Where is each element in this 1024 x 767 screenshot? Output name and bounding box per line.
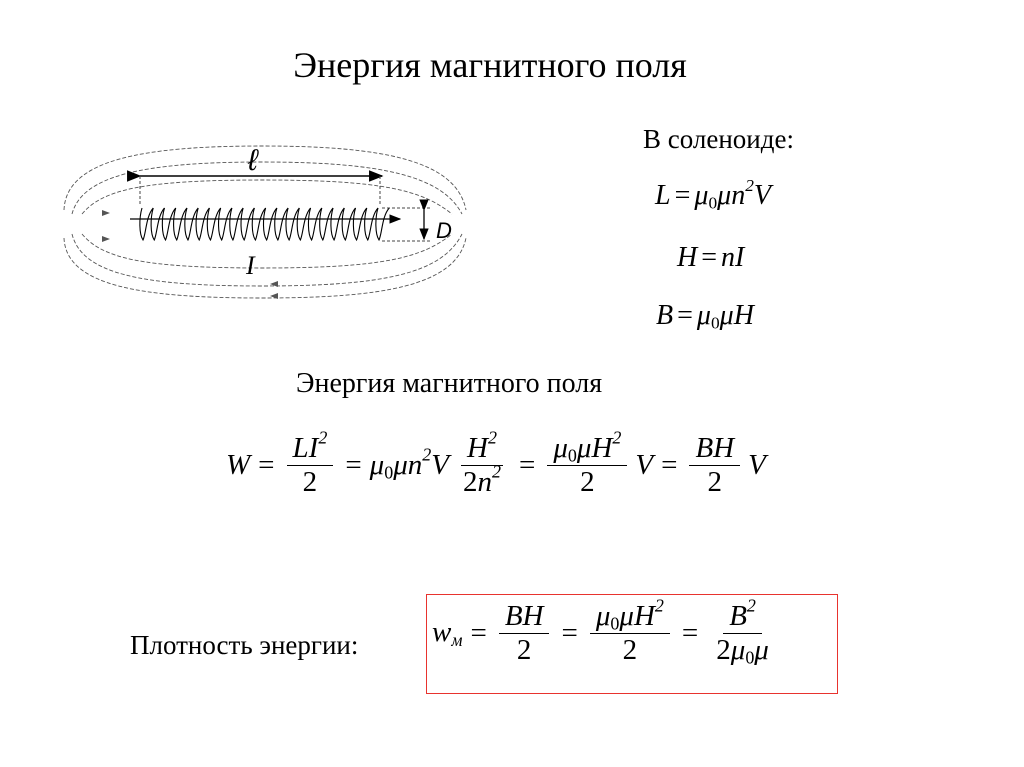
fraction-mu0muh2-over-2: $\frac{\mu_0\mu H^2}{2}$	[547, 432, 627, 500]
coil-turns	[140, 208, 389, 240]
fraction-bh-over-2: $\frac{BH}{2}$	[689, 432, 740, 500]
diameter-label: D	[436, 218, 452, 243]
field-line	[82, 180, 452, 214]
field-line	[72, 234, 462, 286]
field-arrowhead	[102, 236, 110, 242]
fraction-bh-over-2-density: $\frac{BH}{2}$	[499, 600, 550, 668]
coil-turn	[376, 208, 389, 240]
field-line	[64, 238, 466, 298]
slide-title: Энергия магнитного поля	[293, 45, 687, 85]
current-label: I	[246, 251, 255, 280]
induction-formula: $B = \mu_0\mu H$	[656, 300, 754, 333]
length-label: ℓ	[248, 144, 258, 177]
solenoid-heading: В соленоиде:	[643, 124, 794, 154]
inductance-formula: $L = \mu_0\mu n^2V$	[655, 175, 771, 213]
field-line	[72, 162, 462, 214]
energy-formula: W = $\frac{LI^2}{2}$ = $\mu_0\mu n^2V$ $\frac{H^2}{2n^2}$ = $\frac{\mu_0\mu H^2}{2}$ V = $\frac{BH}{2}$ V	[226, 427, 766, 499]
fraction-b2-over-2mu0mu: $\frac{B^2}{2\mu_0\mu}$	[716, 595, 769, 668]
fraction-mu0muh2-over-2-density: $\frac{\mu_0\mu H^2}{2}$	[590, 600, 670, 668]
density-label: Плотность энергии:	[130, 630, 359, 660]
field-arrowhead	[102, 210, 110, 216]
fraction-li2-over-2: $\frac{LI^2}{2}$	[287, 432, 334, 500]
magnetic-field-lines	[64, 146, 466, 299]
energy-density-formula: wм = $\frac{BH}{2}$ = $\frac{\mu_0\mu H^2}{2}$ = $\frac{B^2}{2\mu_0\mu}$	[432, 600, 779, 668]
solenoid-diagram	[42, 140, 482, 300]
energy-heading: Энергия магнитного поля	[296, 368, 603, 399]
fraction-h2-over-2n2: $\frac{H^2}{2n^2}$	[462, 427, 501, 499]
field-line	[64, 146, 466, 210]
field-strength-formula: H = nI	[677, 242, 745, 273]
